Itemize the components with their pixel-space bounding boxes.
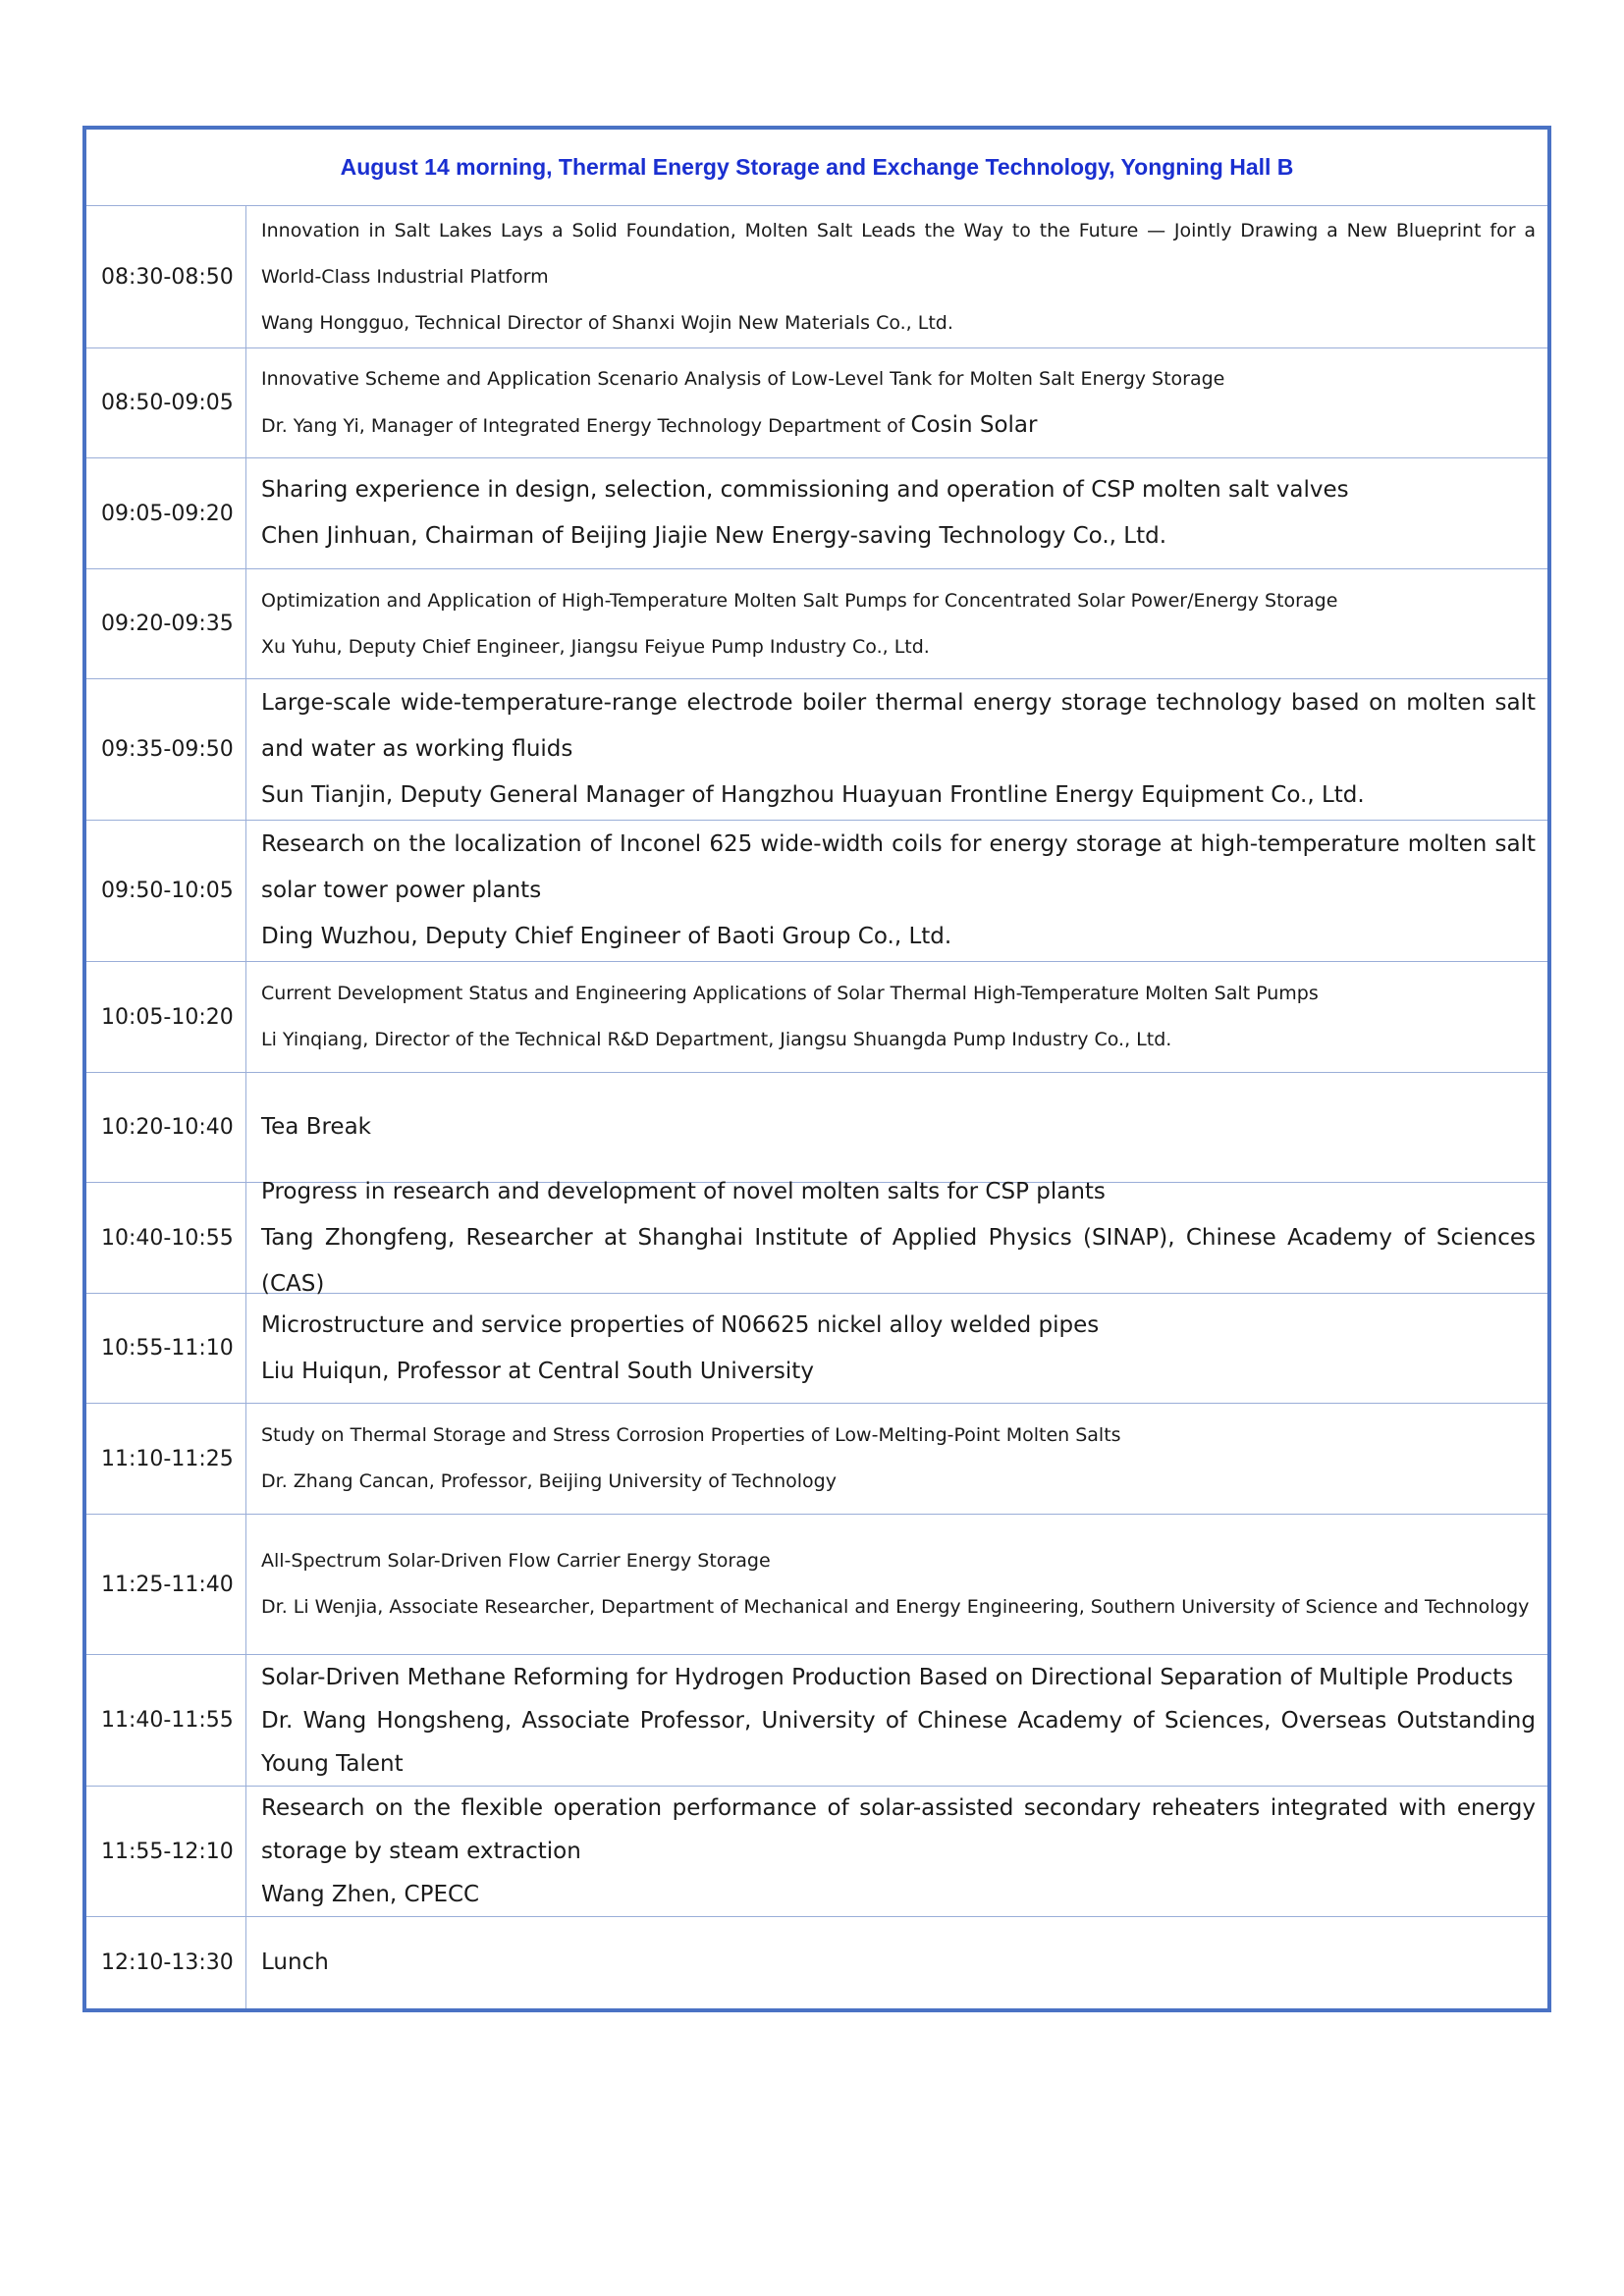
table-row [86,962,1547,1073]
talk-title: Research on the localization of Inconel 625 wide-width coils for energy storage at high-temperature molten salt solar tower power plants [261,831,1536,903]
time-slot: 10:20-10:40 [86,1073,246,1182]
table-row [86,348,1547,458]
table-row [86,1294,1547,1404]
table-row [86,1515,1547,1655]
session-content [246,1073,1547,1182]
time-slot: 11:55-12:10 [86,1787,246,1916]
session-content [246,569,1547,678]
speaker-info: Tang Zhongfeng, Researcher at Shanghai Institute of Applied Physics (SINAP), Chinese Academy of Sciences (CAS) [261,1224,1536,1297]
break-label: Tea Break [261,1114,371,1140]
speaker-info: Chen Jinhuan, Chairman of Beijing Jiajie New Energy-saving Technology Co., Ltd. [261,523,1167,549]
table-row [86,206,1547,348]
talk-title: Microstructure and service properties of N06625 nickel alloy welded pipes [261,1311,1100,1338]
time-slot: 09:50-10:05 [86,821,246,961]
talk-title: Innovative Scheme and Application Scenario Analysis of Low-Level Tank for Molten Salt Energy Storage [261,368,1225,390]
time-slot: 08:50-09:05 [86,348,246,457]
session-content [246,1655,1547,1786]
talk-title: Large-scale wide-temperature-range electrode boiler thermal energy storage technology based on molten salt and water as working fluids [261,690,1536,762]
session-content [246,679,1547,820]
session-content [246,348,1547,457]
session-content [246,821,1547,961]
speaker-info: Li Yinqiang, Director of the Technical R&D Department, Jiangsu Shuangda Pump Industry Co., Ltd. [261,1029,1172,1050]
talk-title: Solar-Driven Methane Reforming for Hydrogen Production Based on Directional Separation of Multiple Products [261,1664,1514,1690]
speaker-info-main: Dr. Yang Yi, Manager of Integrated Energy Technology Department of [261,415,905,437]
talk-title: Optimization and Application of High-Temperature Molten Salt Pumps for Concentrated Solar Power/Energy Storage [261,589,1338,612]
speaker-info: Ding Wuzhou, Deputy Chief Engineer of Baoti Group Co., Ltd. [261,924,952,949]
table-row [86,458,1547,569]
table-row [86,679,1547,821]
table-row [86,1404,1547,1515]
speaker-info: Sun Tianjin, Deputy General Manager of Hangzhou Huayuan Frontline Energy Equipment Co., Ltd. [261,782,1365,808]
session-content [246,1404,1547,1514]
session-content [246,206,1547,347]
speaker-org: Cosin Solar [910,412,1038,438]
time-slot: 10:55-11:10 [86,1294,246,1403]
time-slot: 11:40-11:55 [86,1655,246,1786]
time-slot: 11:25-11:40 [86,1515,246,1654]
session-content [246,458,1547,568]
break-label: Lunch [261,1949,329,1975]
table-row [86,569,1547,679]
time-slot: 09:05-09:20 [86,458,246,568]
time-slot: 08:30-08:50 [86,206,246,347]
talk-title: All-Spectrum Solar-Driven Flow Carrier Energy Storage [261,1550,771,1572]
speaker-info: Xu Yuhu, Deputy Chief Engineer, Jiangsu Feiyue Pump Industry Co., Ltd. [261,635,930,658]
talk-title: Innovation in Salt Lakes Lays a Solid Foundation, Molten Salt Leads the Way to the Future — Jointly Drawing a New Blueprint for a World-Class Industrial Platform [261,219,1536,288]
table-row [86,1655,1547,1787]
schedule-table [82,126,1551,2012]
table-row [86,1178,1547,1297]
time-slot: 09:35-09:50 [86,679,246,820]
time-slot: 10:40-10:55 [86,1183,246,1293]
time-slot: 12:10-13:30 [86,1917,246,2008]
speaker-info: Dr. Li Wenjia, Associate Researcher, Department of Mechanical and Energy Engineering, Southern University of Science and Technology [261,1596,1530,1618]
table-row [86,1917,1547,2008]
speaker-info [261,402,1536,450]
table-row [86,1787,1547,1917]
session-content [246,962,1547,1072]
time-slot: 11:10-11:25 [86,1404,246,1514]
time-slot: 09:20-09:35 [86,569,246,678]
talk-title: Sharing experience in design, selection, commissioning and operation of CSP molten salt valves [261,477,1349,503]
speaker-info: Dr. Zhang Cancan, Professor, Beijing University of Technology [261,1470,837,1492]
talk-title: Current Development Status and Engineering Applications of Solar Thermal High-Temperature Molten Salt Pumps [261,983,1319,1004]
session-title: August 14 morning, Thermal Energy Storage and Exchange Technology, Yongning Hall B [340,154,1294,180]
time-slot: 10:05-10:20 [86,962,246,1072]
talk-title: Progress in research and development of novel molten salts for CSP plants [261,1178,1106,1204]
session-content [246,1178,1547,1297]
session-content [246,1515,1547,1654]
table-header [86,130,1547,206]
speaker-info: Dr. Wang Hongsheng, Associate Professor, University of Chinese Academy of Sciences, Overseas Outstanding Young Talent [261,1707,1536,1777]
speaker-info: Wang Hongguo, Technical Director of Shanxi Wojin New Materials Co., Ltd. [261,311,953,334]
speaker-info: Wang Zhen, CPECC [261,1882,480,1907]
speaker-info: Liu Huiqun, Professor at Central South University [261,1358,814,1384]
talk-title: Study on Thermal Storage and Stress Corrosion Properties of Low-Melting-Point Molten Salts [261,1424,1121,1446]
session-content [246,1917,1547,2008]
table-row [86,1073,1547,1183]
session-content [246,1294,1547,1403]
talk-title: Research on the flexible operation performance of solar-assisted secondary reheaters integrated with energy storage by steam extraction [261,1795,1536,1864]
session-content [246,1787,1547,1916]
table-row [86,821,1547,962]
